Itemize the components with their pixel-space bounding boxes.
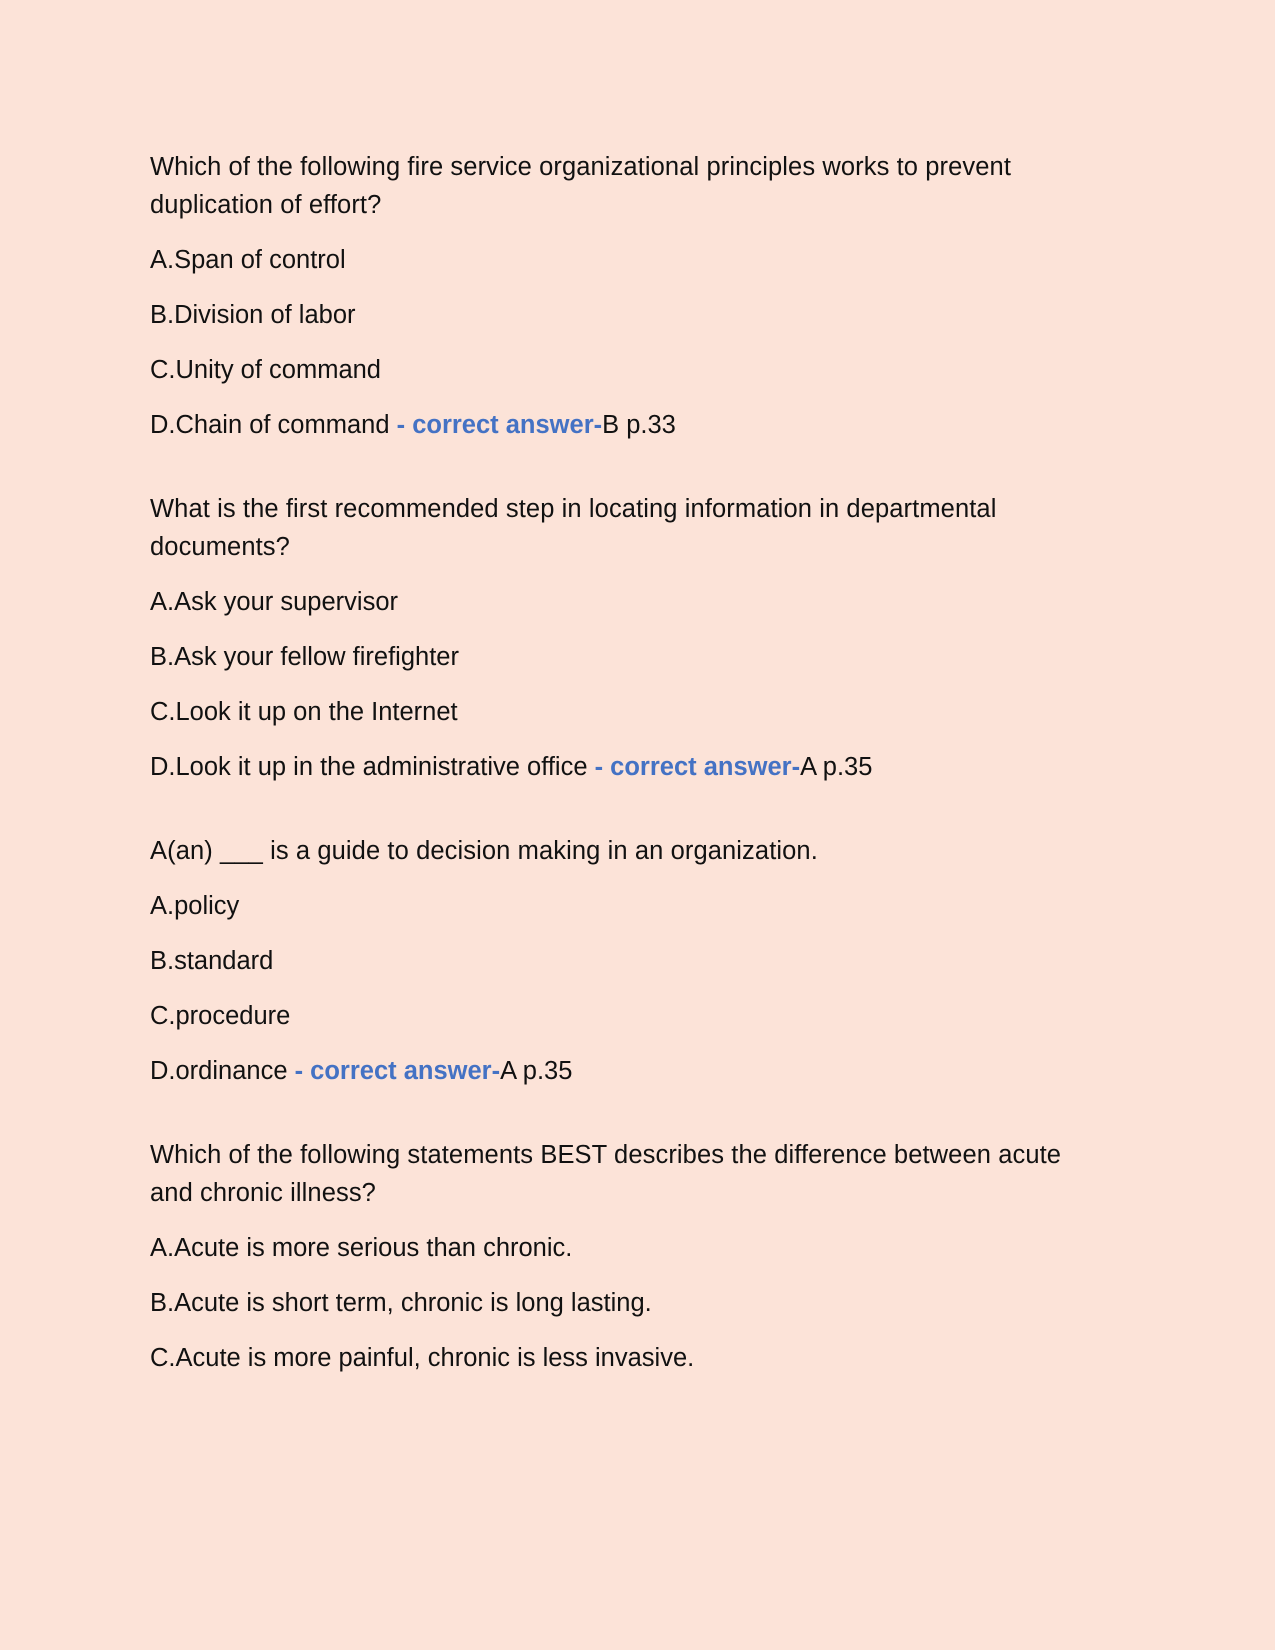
correct-answer-value: B p.33 [602,411,676,439]
question-block-3 [150,832,1110,1090]
question-block-1 [150,148,1110,444]
option-c: C.Unity of command [150,356,381,384]
option-b: B.Division of labor [150,301,356,329]
option-d: D.ordinance [150,1057,288,1085]
question-block-2 [150,490,1110,786]
option-b: B.Ask your fellow firefighter [150,643,459,671]
option-a: A.Acute is more serious than chronic. [150,1234,573,1262]
question-text: What is the first recommended step in locating information in departmental documents? [150,495,997,561]
option-b: B.Acute is short term, chronic is long lasting. [150,1289,652,1317]
correct-answer-tag: - correct answer- [587,753,801,781]
option-a: A.policy [150,892,240,920]
option-c: C.Acute is more painful, chronic is less invasive. [150,1344,695,1372]
correct-answer-tag: - correct answer- [287,1057,501,1085]
question-text: Which of the following statements BEST describes the difference between acute and chronic illness? [150,1141,1062,1207]
question-text: A(an) ___ is a guide to decision making in an organization. [150,837,818,865]
document-page [150,148,1110,1423]
option-c: C.Look it up on the Internet [150,698,458,726]
option-d-with-answer [150,748,1110,786]
correct-answer-tag: - correct answer- [389,411,603,439]
correct-answer-value: A p.35 [500,1057,573,1085]
option-d: D.Chain of command [150,411,390,439]
option-d-with-answer [150,406,1110,444]
correct-answer-value: A p.35 [800,753,873,781]
option-d: D.Look it up in the administrative office [150,753,588,781]
option-d-with-answer [150,1052,1110,1090]
option-a: A.Span of control [150,246,346,274]
option-b: B.standard [150,947,274,975]
question-block-4 [150,1136,1110,1377]
option-a: A.Ask your supervisor [150,588,399,616]
question-text: Which of the following fire service organizational principles works to prevent duplication of effort? [150,153,1012,219]
option-c: C.procedure [150,1002,291,1030]
